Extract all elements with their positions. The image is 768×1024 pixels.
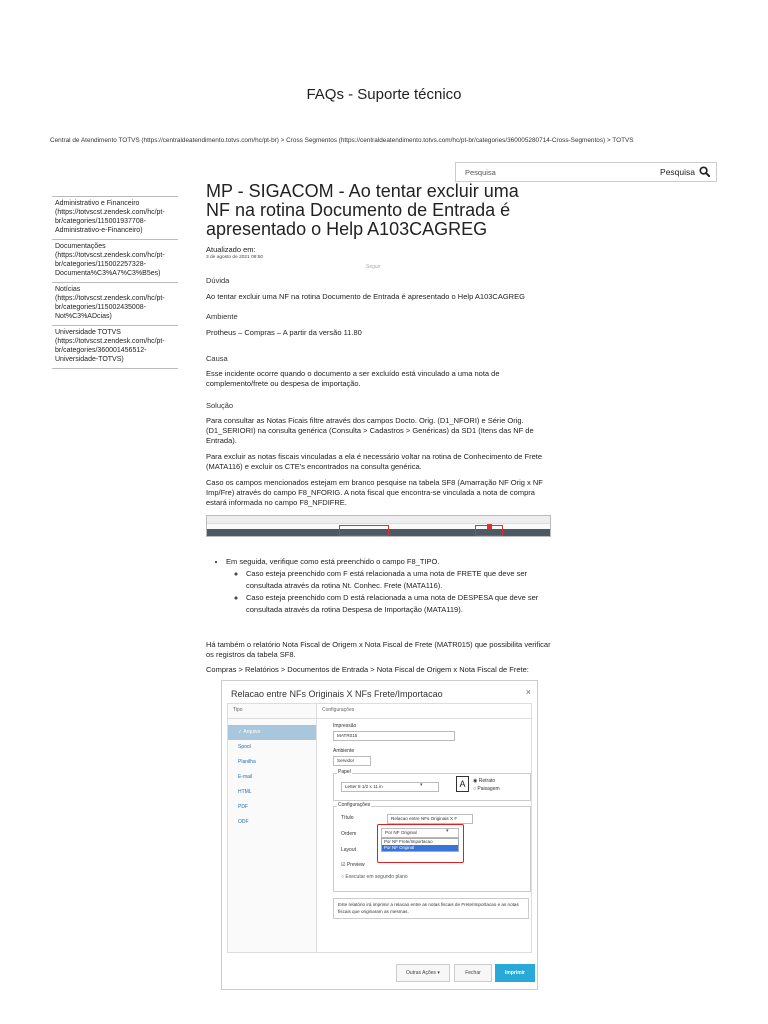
layout-label: Layout xyxy=(341,847,357,853)
titulo-label: Título xyxy=(341,815,354,821)
ordem-option-frete[interactable]: Por NF Frete/Importacao xyxy=(384,839,433,844)
causa-heading: Causa xyxy=(206,354,228,363)
dialog-body xyxy=(227,703,532,953)
report-text: Há também o relatório Nota Fiscal de Origem x Nota Fiscal de Frete (MATR015) que possibilita verificar os registros da tabela SF8. xyxy=(206,640,551,659)
ordem-label: Ordem xyxy=(341,831,357,837)
report-description: Este relatório irá imprimir a relacao entre as notas fiscais de Frete/Importacao e as notas fiscais que originaram as mesmas. xyxy=(333,898,529,919)
dialog-footer xyxy=(222,953,537,989)
tipo-item[interactable]: ✓ Arquivo xyxy=(228,725,316,740)
tipo-item[interactable]: Planilha xyxy=(238,759,256,765)
sidebar-item-noticias[interactable]: Notícias (https://totvscst.zendesk.com/hc/pt-br/categories/115002435008-Not%C3%ADcias) xyxy=(52,282,178,325)
config-heading: Configurações xyxy=(317,704,531,719)
solucao-heading: Solução xyxy=(206,401,234,410)
dialog-title: Relacao entre NFs Originais X NFs Frete/Importacao xyxy=(231,689,443,699)
ambiente-select[interactable]: Servidor xyxy=(333,756,371,766)
list-item: ◦ Caso esteja preenchido com D está relacionada a uma nota de DESPESA que deve ser consultada através da rotina Despesa de Importação (MATA119). xyxy=(246,592,556,616)
updated-date: 3 de agosto de 2021 08:50 xyxy=(206,255,264,260)
impressao-input[interactable]: MATR015 xyxy=(333,731,455,741)
report-dialog-screenshot xyxy=(221,680,538,990)
tipo-item[interactable]: PDF xyxy=(238,804,248,810)
follow-button[interactable]: Seguir xyxy=(366,264,381,270)
impressao-label: Impressão xyxy=(333,723,357,729)
category-sidebar xyxy=(52,196,178,369)
ordem-option-original[interactable]: Por NF Original xyxy=(382,845,458,851)
search-icon xyxy=(699,166,710,177)
menu-path-text: Compras > Relatórios > Documentos de Entrada > Nota Fiscal de Origem x Nota Fiscal de Frete: xyxy=(206,665,529,674)
breadcrumb[interactable]: Central de Atendimento TOTVS (https://centraldeatendimento.totvs.com/hc/pt-br) > Cross Segmentos (https://centraldeatendimento.totvs.com/hc/pt-br/categories/360005280714-Cross-Segmentos) > TOTVS xyxy=(50,137,634,144)
site-title: FAQs - Suporte técnico xyxy=(306,86,462,103)
ambiente-heading: Ambiente xyxy=(206,312,238,321)
duvida-text: Ao tentar excluir uma NF na rotina Documento de Entrada é apresentado o Help A103CAGREG xyxy=(206,292,525,301)
list-item: • Em seguida, verifique como está preenchido o campo F8_TIPO. ◦ Caso esteja preenchido com F está relacionada a uma nota de FRETE que deve ser consultada através da rotina Nt. Conhec. Frete (MATA116). ◦ Caso esteja preenchido com D está relacionada a uma nota de DESPESA que deve ser consultada através da rotina Despesa de Importação (MATA119). xyxy=(226,556,556,616)
tipo-panel xyxy=(228,704,317,952)
list-item: ◦ Caso esteja preenchido com F está relacionada a uma nota de FRETE que deve ser consultada através da rotina Nt. Conhec. Frete (MATA116). xyxy=(246,568,556,592)
retrato-radio[interactable]: ◉ Retrato xyxy=(473,778,496,784)
tipo-item[interactable]: E-mail xyxy=(238,774,253,780)
f8-tipo-list xyxy=(206,556,556,616)
sidebar-item-universidade[interactable]: Universidade TOTVS (https://totvscst.zendesk.com/hc/pt-br/categories/360001456512-Universidade-TOTVS) xyxy=(52,325,178,369)
ambiente-text: Protheus – Compras – A partir da versão 11.80 xyxy=(206,328,362,337)
tipo-item[interactable]: Spool xyxy=(238,744,251,750)
sidebar-item-administrativo[interactable]: Administrativo e Financeiro (https://totvscst.zendesk.com/hc/pt-br/categories/115001937708-Administrativo-e-Financeiro) xyxy=(52,196,178,239)
ordem-dropdown[interactable] xyxy=(381,838,459,852)
chevron-down-icon: ▾ xyxy=(446,828,449,834)
solucao-paragraph-3: Caso os campos mencionados estejam em branco pesquise na tabela SF8 (Amarração NF Orig x NF Imp/Fre) através do campo F8_NFORIG. A nota fiscal que encontra-se vinculada a nota de compra estará informada no campo F8_NFDIFRE. xyxy=(206,478,543,507)
sidebar-item-documentacoes[interactable]: Documentações (https://totvscst.zendesk.com/hc/pt-br/categories/115002257328-Documenta%C3%A7%C3%B5es) xyxy=(52,239,178,282)
imprimir-button[interactable]: Imprimir xyxy=(495,964,535,982)
search-button[interactable] xyxy=(660,166,710,177)
outras-acoes-button[interactable]: Outras Ações ▾ xyxy=(396,964,450,982)
tipo-item[interactable]: HTML xyxy=(238,789,252,795)
search-button-label: Pesquisa xyxy=(660,166,695,177)
configuracoes-label: Configurações xyxy=(338,802,371,808)
search-input[interactable]: Pesquisa xyxy=(465,168,496,177)
duvida-heading: Dúvida xyxy=(206,276,230,285)
tipo-heading: Tipo xyxy=(228,704,316,719)
close-icon[interactable]: × xyxy=(525,687,531,697)
updated-label: Atualizado em: xyxy=(206,245,256,254)
chevron-down-icon: ▾ xyxy=(420,782,423,788)
preview-checkbox[interactable]: ☑ Preview xyxy=(341,862,365,868)
segundo-plano-checkbox[interactable]: ○ Executar em segundo plano xyxy=(341,874,408,880)
ordem-select[interactable]: Por NF Original xyxy=(381,828,459,838)
titulo-input[interactable]: Relacao entre NFs Originais X F xyxy=(387,814,473,824)
tipo-item[interactable]: ODF xyxy=(238,819,249,825)
causa-text: Esse incidente ocorre quando o documento a ser excluído está vinculado a uma nota de complemento/frete ou despesa de importação. xyxy=(206,369,500,388)
page-orientation-icon: A xyxy=(456,776,469,792)
fechar-button[interactable]: Fechar xyxy=(454,964,492,982)
solucao-paragraph-2: Para excluir as notas fiscais vinculadas a ela é necessário voltar na rotina de Conhecimento de Frete (MATA116) e excluir os CTE's encontrados na consulta genérica. xyxy=(206,452,543,471)
papel-select[interactable]: Letter 8 1/2 x 11 in xyxy=(341,782,439,792)
solucao-paragraph-1: Para consultar as Notas Ficais filtre através dos campos Docto. Orig. (D1_NFORI) e Série Orig. (D1_SERIORI) na consulta genérica (Consulta > Cadastros > Genéricas) da SD1 (Itens das NF de Entrada). xyxy=(206,416,534,445)
sf8-query-screenshot xyxy=(206,515,551,537)
papel-label: Papel xyxy=(338,769,351,775)
paisagem-radio[interactable]: ○ Paisagem xyxy=(473,786,500,792)
ambiente-label: Ambiente xyxy=(333,748,355,754)
config-panel xyxy=(317,704,531,952)
article-title: MP - SIGACOM - Ao tentar excluir uma NF na rotina Documento de Entrada é apresentado o Help A103CAGREG xyxy=(206,181,519,239)
search-box[interactable] xyxy=(455,162,717,182)
